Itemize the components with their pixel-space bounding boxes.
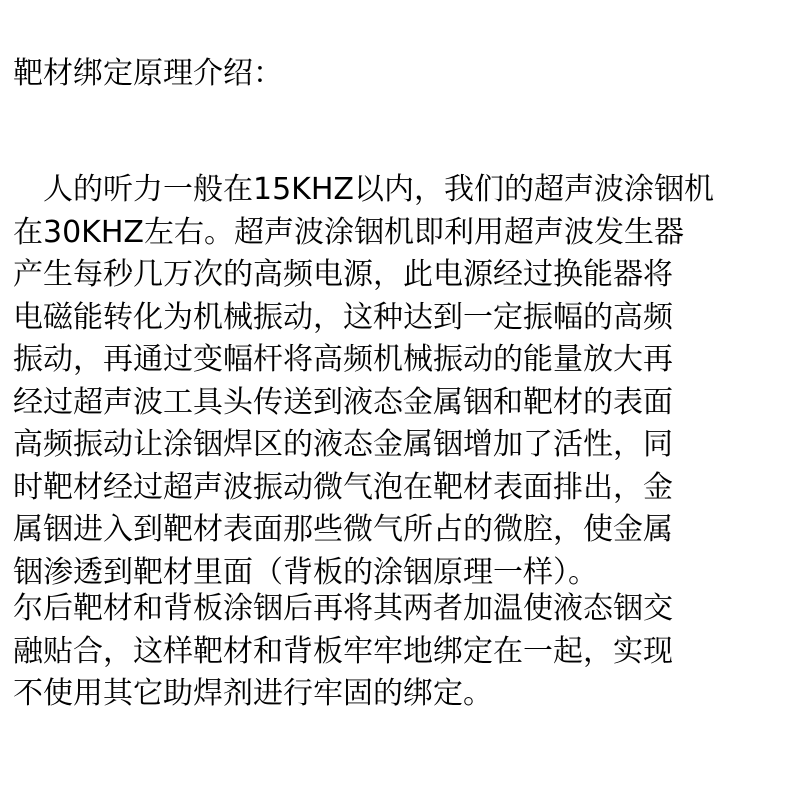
paragraph-line: 振动，再通过变幅杆将高频机械振动的能量放大再 bbox=[13, 342, 673, 377]
paragraph-line: 属铟进入到靶材表面那些微气所占的微腔，使金属 bbox=[13, 512, 673, 547]
paragraph-line: 电磁能转化为机械振动，这种达到一定振幅的高频 bbox=[13, 299, 673, 335]
paragraph-line: 时靶材经过超声波振动微气泡在靶材表面排出，金 bbox=[13, 469, 673, 505]
paragraph-line: 在30KHZ左右。超声波涂铟机即利用超声波发生器 bbox=[13, 214, 684, 250]
paragraph-line: 不使用其它助焊剂进行牢固的绑定。 bbox=[13, 676, 493, 711]
document-title: 靶材绑定原理介绍： bbox=[13, 56, 283, 91]
paragraph-line: 产生每秒几万次的高频电源，此电源经过换能器将 bbox=[13, 257, 673, 292]
paragraph-2 bbox=[13, 588, 793, 716]
paragraph-line: 高频振动让涂铟焊区的液态金属铟增加了活性，同 bbox=[13, 427, 673, 462]
paragraph-line: 融贴合，这样靶材和背板牢牢地绑定在一起，实现 bbox=[13, 633, 673, 669]
paragraph-line: 尔后靶材和背板涂铟后再将其两者加温使液态铟交 bbox=[13, 591, 673, 626]
paragraph-line: 人的听力一般在15KHZ以内，我们的超声波涂铟机 bbox=[13, 172, 714, 207]
paragraph-line: 铟渗透到靶材里面（背板的涂铟原理一样）。 bbox=[13, 554, 598, 590]
paragraph-1 bbox=[13, 169, 793, 594]
paragraph-line: 经过超声波工具头传送到液态金属铟和靶材的表面 bbox=[13, 384, 673, 420]
